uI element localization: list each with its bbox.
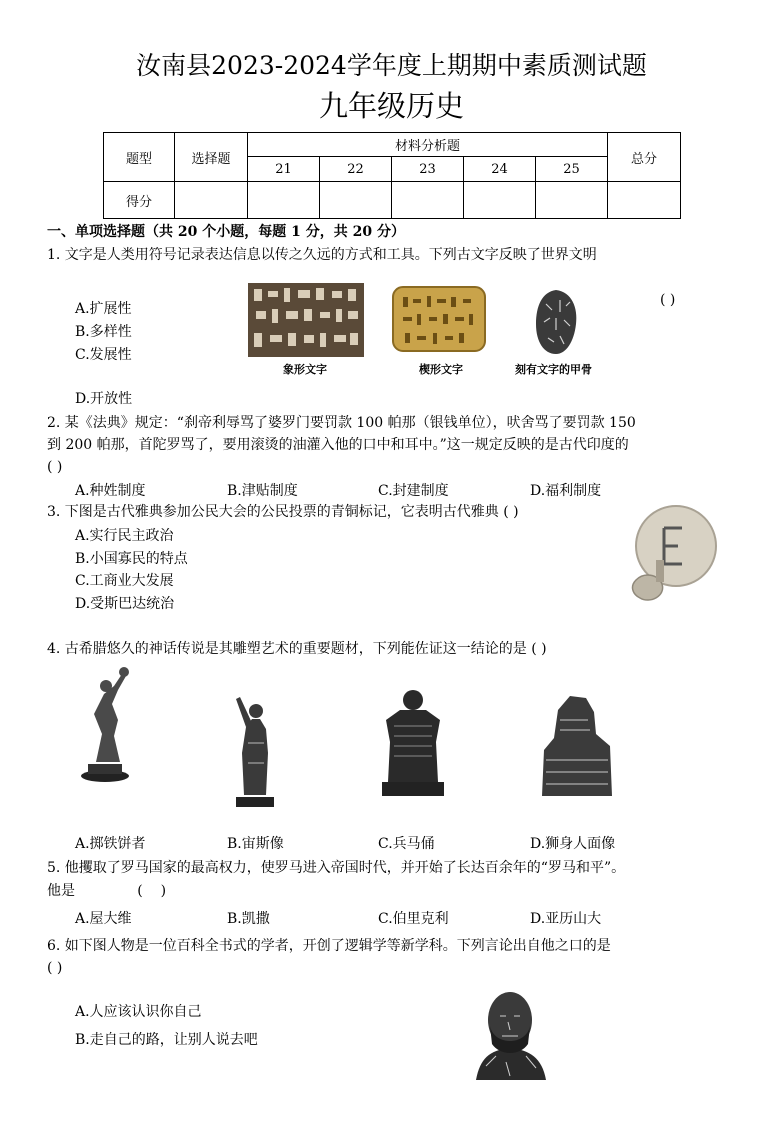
score-table-type-header: 题型: [104, 133, 175, 182]
score-cell-24[interactable]: [464, 182, 536, 219]
question-2-line-2: 到 200 帕那，首陀罗骂了，要用滚烫的油灌入他的口中和耳中。”这一规定反映的是古代印度的: [47, 437, 629, 453]
question-2-line-1: 2. 某《法典》规定：“刹帝利辱骂了婆罗门要罚款 100 帕那（银钱单位），吠舍骂了要罚款 150: [47, 415, 636, 431]
question-2-option-d[interactable]: D.福利制度: [530, 483, 602, 499]
question-5-line-1: 5. 他攫取了罗马国家的最高权力，使罗马进入帝国时代，并开始了长达百余年的“罗马和平”。: [47, 860, 626, 876]
score-table-total-header: 总分: [608, 133, 681, 182]
caption-pictograph: 象形文字: [283, 363, 327, 376]
pictograph-image: [248, 283, 364, 357]
question-1-paren: ( ): [660, 292, 676, 308]
question-1-option-c[interactable]: C.发展性: [75, 347, 132, 363]
question-3-option-c[interactable]: C.工商业大发展: [75, 573, 174, 589]
sphinx-image: [536, 690, 616, 798]
score-cell-25[interactable]: [536, 182, 608, 219]
question-6-line-1: 6. 如下图人物是一位百科全书式的学者，开创了逻辑学等新学科。下列言论出自他之口的是: [47, 938, 611, 954]
question-3-option-d[interactable]: D.受斯巴达统治: [75, 596, 175, 612]
question-1-option-b[interactable]: B.多样性: [75, 324, 132, 340]
score-table-col-23: 23: [392, 157, 464, 182]
question-4-option-d[interactable]: D.狮身人面像: [530, 836, 616, 852]
score-cell-choice[interactable]: [175, 182, 248, 219]
score-cell-21[interactable]: [248, 182, 320, 219]
question-4-option-a[interactable]: A.掷铁饼者: [75, 836, 146, 852]
score-table-choice-header: 选择题: [175, 133, 248, 182]
zeus-statue-image: [226, 683, 284, 809]
question-3-text: 3. 下图是古代雅典参加公民大会的公民投票的青铜标记，它表明古代雅典 ( ): [47, 504, 519, 520]
oracle-bone-image: [532, 288, 580, 356]
score-table-score-label: 得分: [104, 182, 175, 219]
score-table-material-header: 材料分析题: [248, 133, 608, 157]
question-5-option-b[interactable]: B.凯撒: [227, 911, 270, 927]
question-4-option-c[interactable]: C.兵马俑: [378, 836, 435, 852]
score-cell-23[interactable]: [392, 182, 464, 219]
question-6-option-b[interactable]: B.走自己的路，让别人说去吧: [75, 1032, 258, 1048]
question-6-option-a[interactable]: A.人应该认识你自己: [75, 1004, 202, 1020]
caption-oracle-bone: 刻有文字的甲骨: [515, 363, 592, 376]
question-4-option-b[interactable]: B.宙斯像: [227, 836, 284, 852]
question-2-option-b[interactable]: B.津贴制度: [227, 483, 298, 499]
score-table: [103, 132, 681, 219]
question-5-line-2: 他是 ( ): [47, 883, 167, 899]
exam-subtitle: 九年级历史: [318, 89, 464, 123]
question-5-option-d[interactable]: D.亚历山大: [530, 911, 602, 927]
question-5-option-c[interactable]: C.伯里克利: [378, 911, 449, 927]
score-table-col-24: 24: [464, 157, 536, 182]
question-2-option-a[interactable]: A.种姓制度: [75, 483, 146, 499]
aristotle-portrait-image: [466, 986, 554, 1082]
question-4-text: 4. 古希腊悠久的神话传说是其雕塑艺术的重要题材，下列能佐证这一结论的是 ( ): [47, 641, 547, 657]
bronze-voting-token-image: [626, 502, 718, 608]
discobolus-image: [74, 664, 136, 784]
question-3-option-b[interactable]: B.小国寡民的特点: [75, 551, 188, 567]
question-1-text: 1. 文字是人类用符号记录表达信息以传之久远的方式和工具。下列古文字反映了世界文明: [47, 247, 597, 263]
exam-title: 汝南县2023-2024学年度上期期中素质测试题: [136, 51, 647, 80]
score-cell-22[interactable]: [320, 182, 392, 219]
question-1-option-a[interactable]: A.扩展性: [75, 301, 132, 317]
question-3-option-a[interactable]: A.实行民主政治: [75, 528, 174, 544]
question-2-option-c[interactable]: C.封建制度: [378, 483, 449, 499]
cuneiform-tablet-image: [391, 285, 487, 353]
score-table-col-22: 22: [320, 157, 392, 182]
score-cell-total[interactable]: [608, 182, 681, 219]
question-1-option-d[interactable]: D.开放性: [75, 391, 133, 407]
score-table-col-25: 25: [536, 157, 608, 182]
terracotta-warrior-image: [374, 686, 452, 798]
question-2-line-3: ( ): [47, 459, 63, 475]
score-table-col-21: 21: [248, 157, 320, 182]
question-6-line-2: ( ): [47, 960, 63, 976]
caption-cuneiform: 楔形文字: [419, 363, 463, 376]
section-heading: 一、单项选择题（共 20 个小题，每题 1 分，共 20 分）: [47, 224, 405, 240]
question-5-option-a[interactable]: A.屋大维: [75, 911, 132, 927]
